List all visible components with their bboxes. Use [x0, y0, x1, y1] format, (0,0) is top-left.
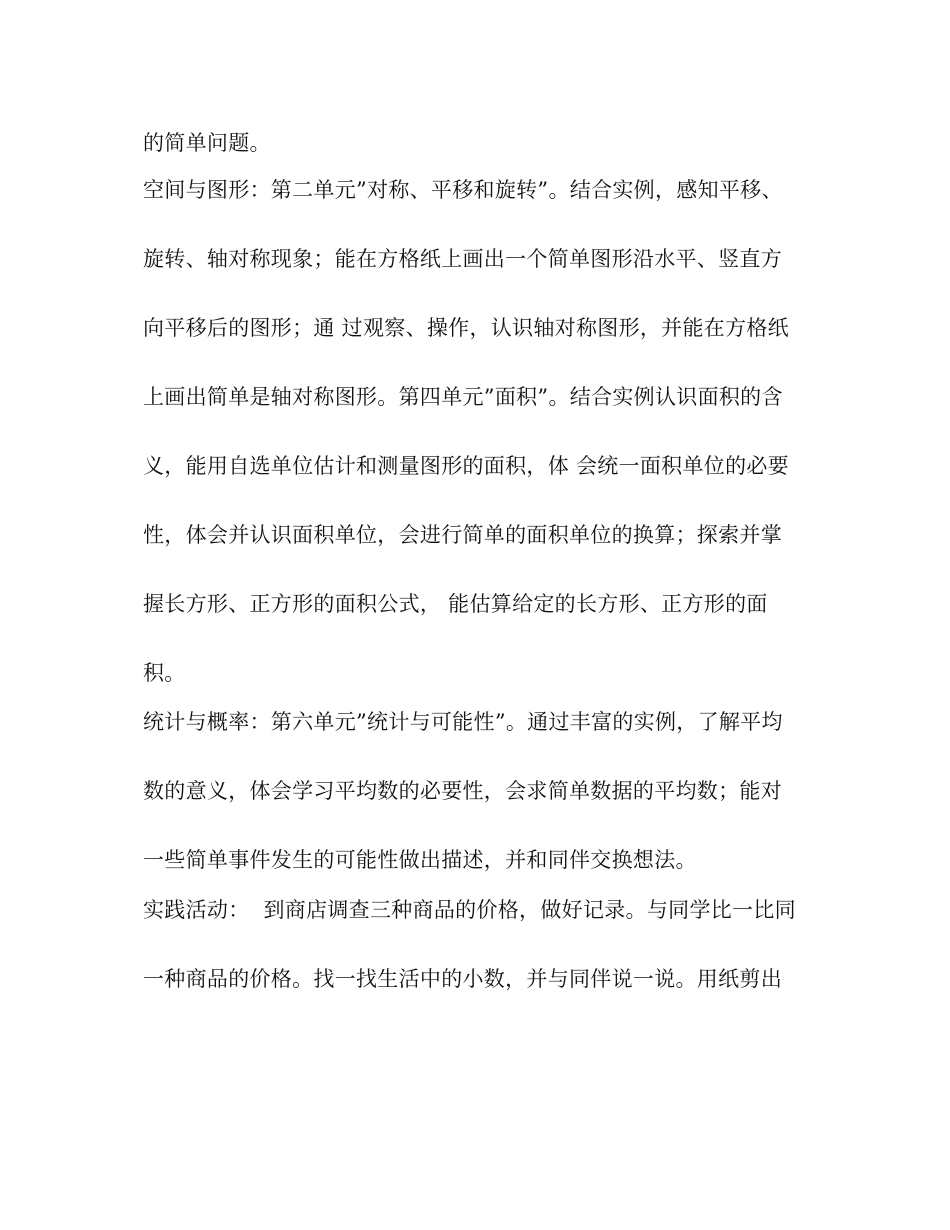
text-line: 义，能用自选单位估计和测量图形的面积，体 会统一面积单位的必要: [143, 454, 789, 478]
text-line: 一种商品的价格。找一找生活中的小数，并与同伴说一说。用纸剪出: [143, 967, 782, 991]
text-line: 握长方形、正方形的面积公式， 能估算给定的长方形、正方形的面: [143, 592, 768, 616]
text-line: 统计与概率：第六单元”统计与可能性”。通过丰富的实例，了解平均: [143, 710, 783, 734]
text-line: 空间与图形：第二单元”对称、平移和旋转”。结合实例，感知平移、: [143, 178, 783, 202]
text-line: 向平移后的图形；通 过观察、操作，认识轴对称图形，并能在方格纸: [143, 316, 789, 340]
text-line: 上画出简单是轴对称图形。第四单元”面积”。结合实例认识面积的含: [143, 385, 783, 409]
text-line: 性，体会并认识面积单位，会进行简单的面积单位的换算；探索并掌: [143, 523, 782, 547]
text-line: 的简单问题。: [143, 131, 271, 155]
text-line: 积。: [143, 661, 186, 685]
text-line: 旋转、轴对称现象；能在方格纸上画出一个简单图形沿水平、竖直方: [143, 247, 782, 271]
text-line: 实践活动： 到商店调查三种商品的价格，做好记录。与同学比一比同: [143, 898, 796, 922]
text-line: 数的意义，体会学习平均数的必要性，会求简单数据的平均数；能对: [143, 779, 782, 803]
text-line: 一些简单事件发生的可能性做出描述，并和同伴交换想法。: [143, 848, 697, 872]
